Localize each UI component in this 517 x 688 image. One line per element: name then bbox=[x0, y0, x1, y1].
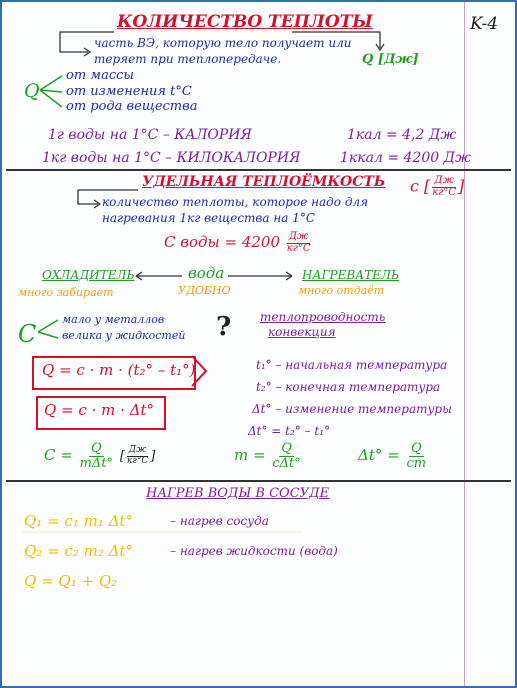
formula-dt: Δt° = $\frac{Q}{cm}$ bbox=[358, 441, 427, 471]
heat-unit: Q [Дж] bbox=[362, 52, 419, 67]
dependency-mass: от массы bbox=[66, 68, 134, 83]
capacity-c-letter: C bbox=[18, 320, 37, 348]
dependency-substance: от рода вещества bbox=[66, 99, 198, 114]
heat-title: КОЛИЧЕСТВО ТЕПЛОТЫ bbox=[117, 12, 373, 32]
vessel-heat-formula: Q₁ = c₁ m₁ Δt° bbox=[24, 512, 133, 530]
heat-definition-line2: теряет при теплопередаче. bbox=[94, 52, 282, 66]
formula-c: C = $\frac{Q}{\text{mΔt°}}$ [ $\frac{Дж}{кг^\circ C}$ ] bbox=[44, 441, 156, 471]
heat-convection: конвекция bbox=[268, 325, 336, 339]
calorie-definition: 1г воды на 1°C – КАЛОРИЯ bbox=[48, 127, 252, 143]
calorie-joule-equivalence: 1кал = 4,2 Дж bbox=[347, 127, 457, 143]
kilocalorie-definition: 1кг воды на 1°C – КИЛОКАЛОРИЯ bbox=[42, 150, 301, 166]
dt-definition: Δt° – изменение температуры bbox=[252, 402, 452, 416]
capacity-unit: c [ $\frac{Дж}{кг^\circ C}$ ] bbox=[410, 175, 465, 198]
heater-label: НАГРЕВАТЕЛЬ bbox=[302, 268, 400, 282]
arrow-to-coolant bbox=[136, 272, 182, 280]
section-divider-1 bbox=[6, 169, 511, 171]
formula-heat-short: Q = c · m · Δt° bbox=[44, 401, 154, 419]
dt-equation: Δt° = t₂° – t₁° bbox=[248, 424, 331, 438]
t1-definition: t₁° – начальная температура bbox=[256, 358, 448, 372]
heat-definition-line1: часть ВЭ, которую тело получает или bbox=[94, 36, 352, 50]
capacity-definition-line2: нагревания 1кг вещества на 1°C bbox=[102, 211, 316, 225]
capacity-definition-line1: количество теплоты, которое надо для bbox=[102, 195, 369, 209]
heat-q-label: Q bbox=[24, 80, 40, 102]
liquid-heat-note: – нагрев жидкости (вода) bbox=[170, 544, 338, 558]
capacity-large-liquids: велика у жидкостей bbox=[62, 329, 186, 342]
t2-definition: t₂° – конечная температура bbox=[256, 380, 441, 394]
liquid-heat-formula: Q₂ = c₂ m₂ Δt° bbox=[24, 542, 133, 560]
dependency-temperature: от изменения t°C bbox=[66, 84, 192, 99]
formula-heat-delta: Q = c · m · (t₂° – t₁°) bbox=[42, 361, 196, 379]
coolant-label: ОХЛАДИТЕЛЬ bbox=[42, 268, 135, 282]
capacity-title: УДЕЛЬНАЯ ТЕПЛОЁМКОСТЬ bbox=[142, 174, 386, 190]
c-brace bbox=[38, 320, 58, 338]
formula-m: m = $\frac{Q}{\text{cΔt°}}$ bbox=[234, 441, 301, 471]
water-note: УДОБНО bbox=[178, 284, 231, 297]
capacity-small-metals: мало у металлов bbox=[62, 313, 165, 326]
heat-conduction: теплопроводность bbox=[260, 310, 386, 324]
heater-note: много отдаёт bbox=[298, 284, 385, 297]
water-label: вода bbox=[188, 264, 225, 282]
arrow-to-heater bbox=[228, 272, 292, 280]
kilocalorie-joule-equivalence: 1ккал = 4200 Дж bbox=[340, 150, 471, 166]
water-capacity: C воды = 4200 $\frac{Дж}{кг^\circ C}$ bbox=[164, 231, 311, 254]
section-divider-2 bbox=[6, 480, 511, 482]
coolant-note: много забирает bbox=[18, 286, 114, 299]
q-dependency-brace bbox=[40, 76, 62, 107]
water-heating-title: НАГРЕВ ВОДЫ В СОСУДЕ bbox=[146, 486, 330, 501]
total-heat-formula: Q = Q₁ + Q₂ bbox=[24, 572, 118, 590]
margin-line bbox=[464, 2, 465, 686]
question-mark: ? bbox=[216, 312, 232, 342]
corner-tag: K-4 bbox=[470, 14, 499, 34]
vessel-heat-note: – нагрев сосуда bbox=[170, 514, 269, 528]
